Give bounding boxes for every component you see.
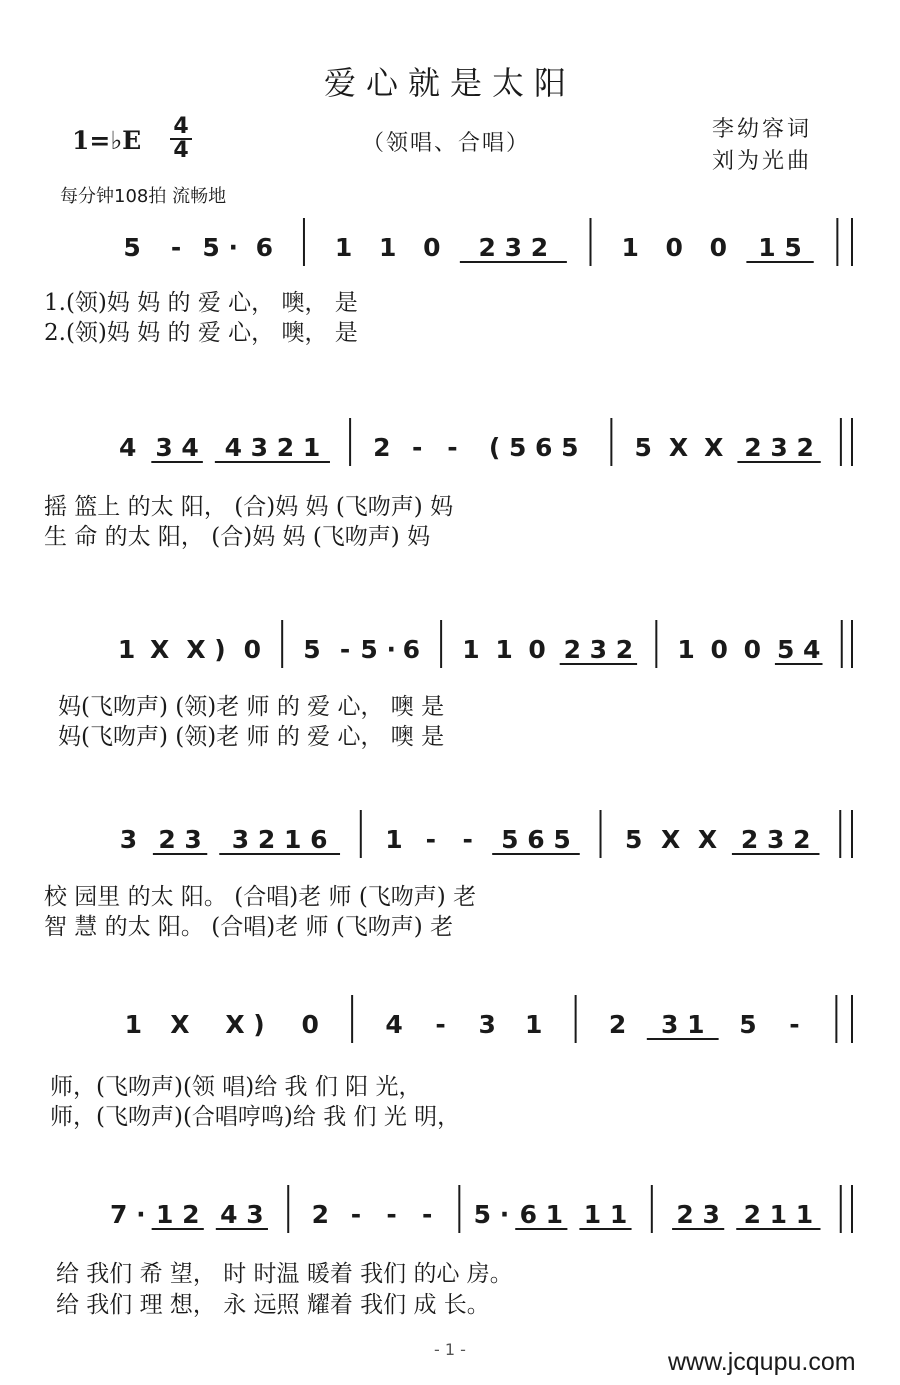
- note: 2 3 2: [744, 433, 814, 462]
- note: 2: [608, 1010, 627, 1039]
- note: -: [435, 1010, 446, 1039]
- note: 5 ·: [202, 233, 239, 262]
- note: 1: [117, 635, 136, 664]
- note: -: [789, 1010, 800, 1039]
- note: -: [386, 1200, 397, 1229]
- lyrics-line-4-verse-1: 校 园里 的太 阳。 (合唱)老 师 (飞吻声) 老: [44, 884, 477, 910]
- note: 3 2 1 6: [231, 825, 328, 854]
- note: 4: [385, 1010, 403, 1039]
- note: X ): [186, 635, 226, 664]
- note: -: [339, 635, 351, 664]
- time-signature-bottom: 4: [173, 138, 189, 163]
- note: 0: [743, 635, 762, 664]
- note: 7 ·: [110, 1200, 146, 1229]
- lyrics-line-6-verse-2: 给 我们 理 想， 永 远照 耀着 我们 成 长。: [56, 1292, 490, 1318]
- note: 3 1: [660, 1010, 705, 1039]
- note: 6 1: [519, 1200, 564, 1229]
- note: -: [422, 1200, 433, 1229]
- note: 5: [625, 825, 643, 854]
- lyrics-line-4-verse-2: 智 慧 的太 阳。 (合唱)老 师 (飞吻声) 老: [44, 914, 454, 940]
- note: 2 3 2: [478, 233, 549, 262]
- lyrics-line-5-verse-2: 师，(飞吻声)(合唱哼鸣)给 我 们 光 明，: [50, 1104, 461, 1130]
- note: X: [668, 433, 689, 462]
- note: 2 3: [158, 825, 202, 854]
- lyrics-line-2-verse-2: 生 命 的太 阳， (合)妈 妈 (飞吻声) 妈: [44, 524, 431, 550]
- lyricist: 李幼容词: [712, 117, 813, 142]
- note: -: [462, 825, 473, 854]
- note: X: [697, 825, 718, 854]
- note: -: [447, 433, 458, 462]
- note: X ): [225, 1010, 265, 1039]
- note: 0: [709, 233, 728, 262]
- note: X: [704, 433, 724, 462]
- note: X: [660, 825, 681, 854]
- note: 0: [423, 233, 441, 262]
- note: -: [170, 233, 182, 262]
- note: 6: [255, 233, 273, 262]
- note: 4: [118, 433, 137, 462]
- note: 1 2: [155, 1200, 200, 1229]
- note: 5: [634, 433, 652, 462]
- note: 5 6 5: [501, 825, 571, 854]
- note: 0: [665, 233, 683, 262]
- lyrics-line-1-verse-2: 2.(领)妈 妈 的 爱 心， 噢， 是: [44, 320, 358, 346]
- note: 1: [525, 1010, 543, 1039]
- note: 4 3 2 1: [224, 433, 321, 462]
- page-number: - 1 -: [434, 1340, 466, 1359]
- note: 3 4: [155, 433, 199, 462]
- note: ( 5 6 5: [488, 433, 579, 462]
- note: 1: [621, 233, 639, 262]
- note: 5 ·: [473, 1200, 510, 1229]
- note: 5: [739, 1010, 757, 1039]
- lyrics-line-3-verse-2: 妈(飞吻声) (领)老 师 的 爱 心， 噢 是: [58, 724, 445, 750]
- note: -: [411, 433, 423, 462]
- note: 0: [301, 1010, 319, 1039]
- note: 1 5: [758, 233, 802, 262]
- lyrics-line-3-verse-1: 妈(飞吻声) (领)老 师 的 爱 心， 噢 是: [58, 694, 445, 720]
- time-signature-top: 4: [173, 114, 189, 139]
- lyrics-line-2-verse-1: 摇 篮上 的太 阳， (合)妈 妈 (飞吻声) 妈: [44, 494, 454, 520]
- note: 0: [528, 635, 546, 664]
- note: 6: [402, 635, 421, 664]
- note: 2 3: [676, 1200, 720, 1229]
- note: 5: [303, 635, 321, 664]
- note: -: [350, 1200, 362, 1229]
- note: 3: [119, 825, 138, 854]
- lyrics-line-1-verse-1: 1.(领)妈 妈 的 爱 心， 噢， 是: [44, 290, 358, 316]
- key-signature: 1=♭E: [72, 126, 142, 155]
- note: 3: [478, 1010, 496, 1039]
- note: 1: [677, 635, 695, 664]
- note: 5 4: [776, 635, 821, 664]
- lyrics-line-5-verse-1: 师，(飞吻声)(领 唱)给 我 们 阳 光，: [50, 1074, 422, 1100]
- note: 2: [311, 1200, 330, 1229]
- song-title: 爱心就是太阳: [323, 64, 576, 102]
- note: 0: [710, 635, 728, 664]
- note: 2: [373, 433, 391, 462]
- lyrics-line-6-verse-1: 给 我们 希 望， 时 时温 暖着 我们 的心 房。: [56, 1261, 513, 1287]
- note: 5 ·: [360, 635, 397, 664]
- note: -: [425, 825, 437, 854]
- performance-note: （领唱、合唱）: [362, 131, 531, 156]
- note: 2 1 1: [743, 1200, 814, 1229]
- note: 2 3 2: [563, 635, 634, 664]
- note: 4 3: [220, 1200, 264, 1229]
- note: 2 3 2: [740, 825, 811, 854]
- note: 5: [123, 233, 141, 262]
- note: X: [150, 635, 170, 664]
- note: X: [170, 1010, 190, 1039]
- site-watermark: www.jcqupu.com: [668, 1348, 856, 1376]
- note: 1: [385, 825, 403, 854]
- note: 0: [243, 635, 262, 664]
- note: 1: [462, 635, 480, 664]
- note: 1: [124, 1010, 142, 1039]
- note: 1: [379, 233, 397, 262]
- composer: 刘为光曲: [712, 149, 813, 174]
- tempo-marking: 每分钟108拍 流畅地: [60, 186, 227, 207]
- note: 1: [334, 233, 353, 262]
- note: 1: [495, 635, 513, 664]
- note: 1 1: [583, 1200, 628, 1229]
